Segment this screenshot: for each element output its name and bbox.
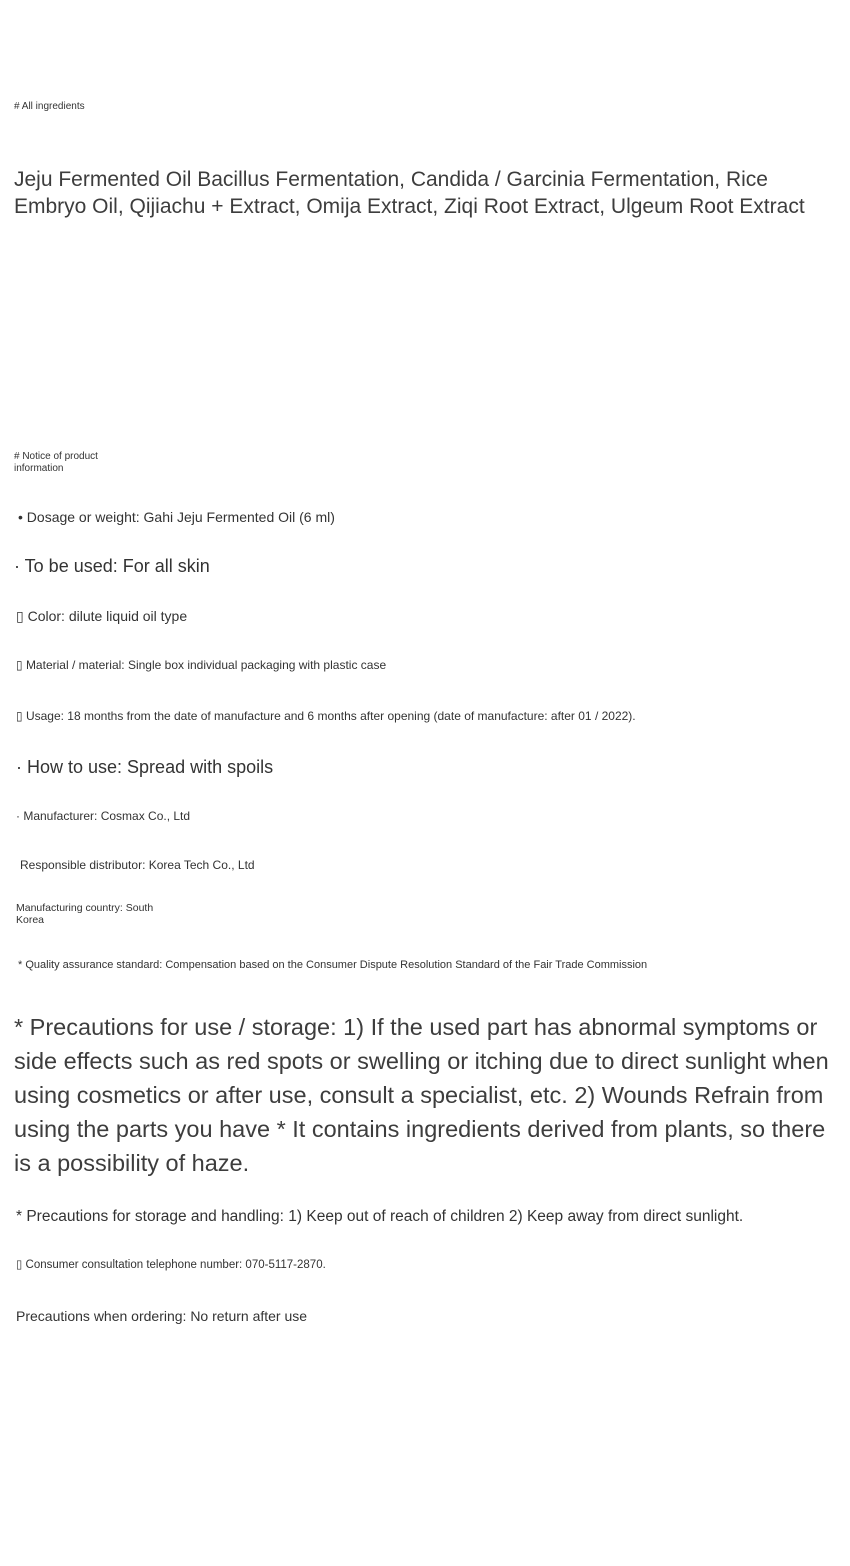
consultation-line: ▯ Consumer consultation telephone number: 070-5117-2870.: [16, 1259, 326, 1271]
dosage-line: • Dosage or weight: Gahi Jeju Fermented Oil (6 ml): [18, 509, 335, 525]
how-to-use-line: · How to use: Spread with spoils: [16, 757, 274, 777]
quality-line: * Quality assurance standard: Compensation based on the Consumer Dispute Resolution Standard of the Fair Trade Commission: [18, 959, 648, 971]
notice-heading: # Notice of product information: [14, 451, 98, 474]
country-line: Manufacturing country: South Korea: [16, 902, 154, 926]
precautions-use-paragraph: * Precautions for use / storage: 1) If the used part has abnormal symptoms or side effects such as red spots or swelling or itching due to direct sunlight when using cosmetics or after use, consult a specialist, etc. 2) Wounds Refrain from using the parts you have * It contains ingredients derived from plants, so there is a possibility of haze.: [14, 1014, 829, 1176]
ordering-line: Precautions when ordering: No return after use: [16, 1308, 308, 1324]
color-line: ▯ Color: dilute liquid oil type: [16, 608, 188, 624]
ingredients-list: Jeju Fermented Oil Bacillus Fermentation, Candida / Garcinia Fermentation, Rice Embryo Oil, Qijiachu + Extract, Omija Extract, Ziqi Root Extract, Ulgeum Root Extract: [14, 168, 805, 218]
precautions-storage-line: * Precautions for storage and handling: 1) Keep out of reach of children 2) Keep away from direct sunlight.: [16, 1208, 744, 1225]
manufacturer-line: · Manufacturer: Cosmax Co., Ltd: [16, 809, 191, 823]
ingredients-heading: # All ingredients: [14, 101, 85, 112]
distributor-line: Responsible distributor: Korea Tech Co., Ltd: [20, 858, 255, 872]
usage-line: ▯ Usage: 18 months from the date of manufacture and 6 months after opening (date of manufacture: after 01 / 2022).: [16, 709, 636, 723]
material-line: ▯ Material / material: Single box individual packaging with plastic case: [16, 658, 387, 672]
to-be-used-line: · To be used: For all skin: [14, 556, 210, 576]
